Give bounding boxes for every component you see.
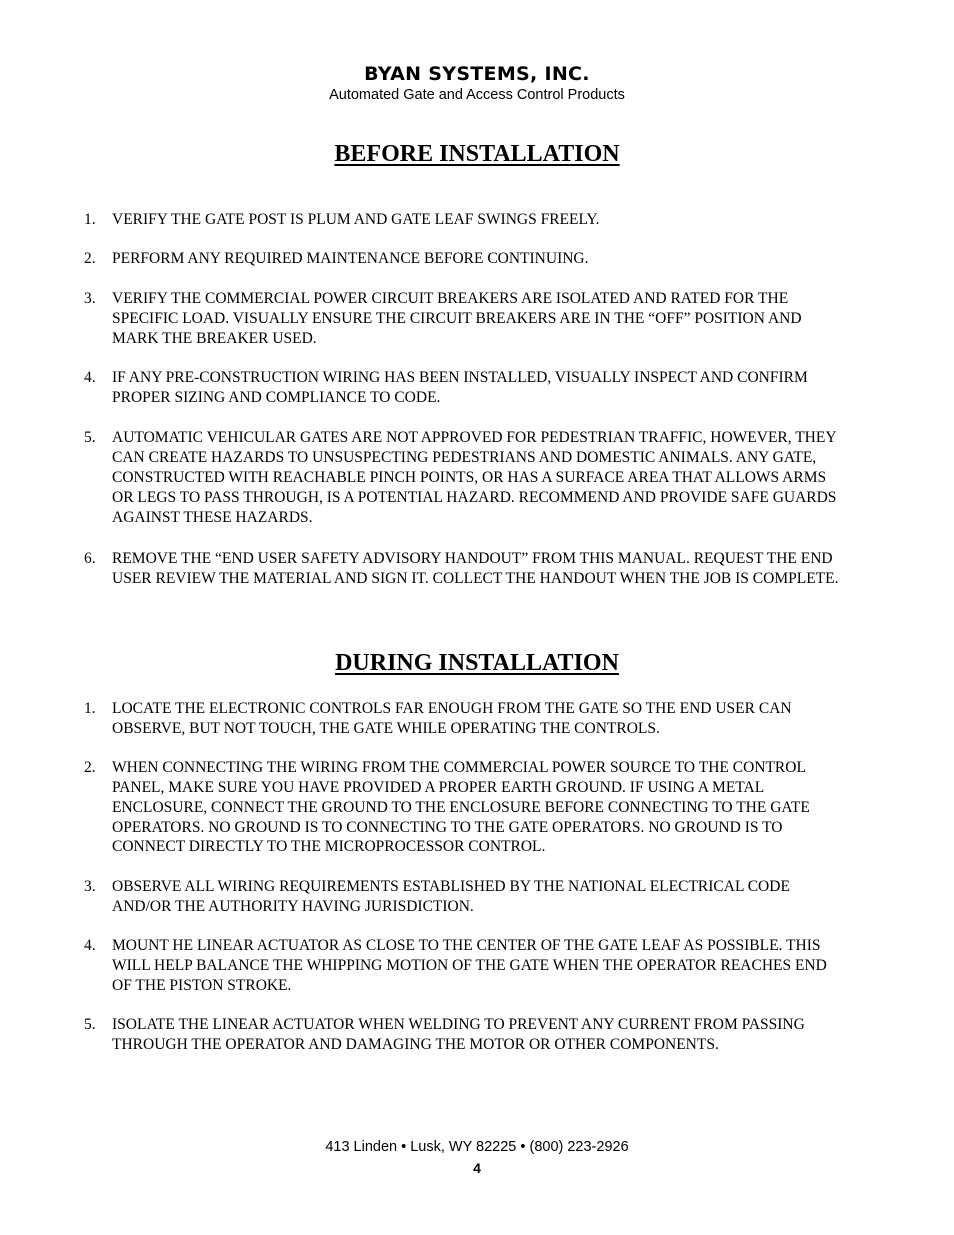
during-installation-heading: DURING INSTALLATION [335,650,619,676]
item-text: LOCATE THE ELECTRONIC CONTROLS FAR ENOUGH FROM THE GATE SO THE END USER CAN OBSERVE, BUT NOT TOUCH, THE GATE WHILE OPERATING THE CONTROLS. [112,700,792,737]
list-item [0,936,847,995]
item-number: 4. [84,937,96,955]
item-text: WHEN CONNECTING THE WIRING FROM THE COMMERCIAL POWER SOURCE TO THE CONTROL PANEL, MAKE SURE YOU HAVE PROVIDED A PROPER EARTH GROUND. IF USING A METAL ENCLOSURE, CONNECT THE GROUND TO THE ENCLOSURE BEFORE CONNECTING TO THE GATE OPERATORS. NO GROUND IS TO CONNECTING TO THE GATE OPERATORS. NO GROUND IS TO CONNECT DIRECTLY TO THE MICROPROCESSOR CONTROL. [112,759,810,856]
list-item [0,210,847,230]
item-text: VERIFY THE COMMERCIAL POWER CIRCUIT BREAKERS ARE ISOLATED AND RATED FOR THE SPECIFIC LOAD. VISUALLY ENSURE THE CIRCUIT BREAKERS ARE IN THE “OFF” POSITION AND MARK THE BREAKER USED. [112,289,802,347]
item-text: OBSERVE ALL WIRING REQUIREMENTS ESTABLISHED BY THE NATIONAL ELECTRICAL CODE AND/OR THE AUTHORITY HAVING JURISDICTION. [112,877,790,915]
item-text: AUTOMATIC VEHICULAR GATES ARE NOT APPROVED FOR PEDESTRIAN TRAFFIC, HOWEVER, THEY CAN CREATE HAZARDS TO UNSUSPECTING PEDESTRIANS AND DOMESTIC ANIMALS. ANY GATE, CONSTRUCTED WITH REACHABLE PINCH POINTS, OR HAS A SURFACE AREA THAT ALLOWS ARMS OR LEGS TO PASS THROUGH, IS A POTENTIAL HAZARD. RECOMMEND AND PROVIDE SAFE GUARDS AGAINST THESE HAZARDS. [112,429,837,526]
page-footer [0,1138,954,1177]
item-number: 1. [84,211,96,228]
page-header [0,62,954,104]
list-item [0,289,847,348]
item-number: 3. [84,289,96,307]
before-installation-heading: BEFORE INSTALLATION [334,141,620,167]
page-number: 4 [473,1160,481,1176]
item-text: ISOLATE THE LINEAR ACTUATOR WHEN WELDING TO PREVENT ANY CURRENT FROM PASSING THROUGH THE OPERATOR AND DAMAGING THE MOTOR OR OTHER COMPONENTS. [112,1016,805,1054]
list-item [0,699,847,739]
list-item [0,249,847,269]
company-name: BYAN SYSTEMS, INC. [364,63,590,85]
item-number: 2. [84,759,96,777]
item-number: 2. [84,250,96,268]
item-number: 3. [84,877,96,895]
list-item [0,877,847,917]
list-item [0,549,847,589]
before-installation-list [0,210,847,589]
item-number: 1. [84,700,96,717]
item-number: 5. [84,429,96,447]
list-item [0,1015,847,1055]
list-item [0,428,847,527]
item-text: IF ANY PRE-CONSTRUCTION WIRING HAS BEEN INSTALLED, VISUALLY INSPECT AND CONFIRM PROPER SIZING AND COMPLIANCE TO CODE. [112,369,808,406]
item-text: VERIFY THE GATE POST IS PLUM AND GATE LEAF SWINGS FREELY. [112,211,600,228]
item-text: PERFORM ANY REQUIRED MAINTENANCE BEFORE CONTINUING. [112,250,589,268]
item-text: REMOVE THE “END USER SAFETY ADVISORY HANDOUT” FROM THIS MANUAL. REQUEST THE END USER REVIEW THE MATERIAL AND SIGN IT. COLLECT THE HANDOUT WHEN THE JOB IS COMPLETE. [112,550,839,588]
item-number: 6. [84,550,96,568]
during-installation-list [0,699,847,1055]
list-item [0,368,847,408]
item-text: MOUNT HE LINEAR ACTUATOR AS CLOSE TO THE CENTER OF THE GATE LEAF AS POSSIBLE. THIS WILL HELP BALANCE THE WHIPPING MOTION OF THE GATE WHEN THE OPERATOR REACHES END OF THE PISTON STROKE. [112,937,827,994]
item-number: 5. [84,1016,96,1034]
list-item [0,758,847,857]
item-number: 4. [84,369,96,387]
company-tagline: Automated Gate and Access Control Products [329,87,625,103]
company-address: 413 Linden • Lusk, WY 82225 • (800) 223-2926 [325,1139,629,1155]
